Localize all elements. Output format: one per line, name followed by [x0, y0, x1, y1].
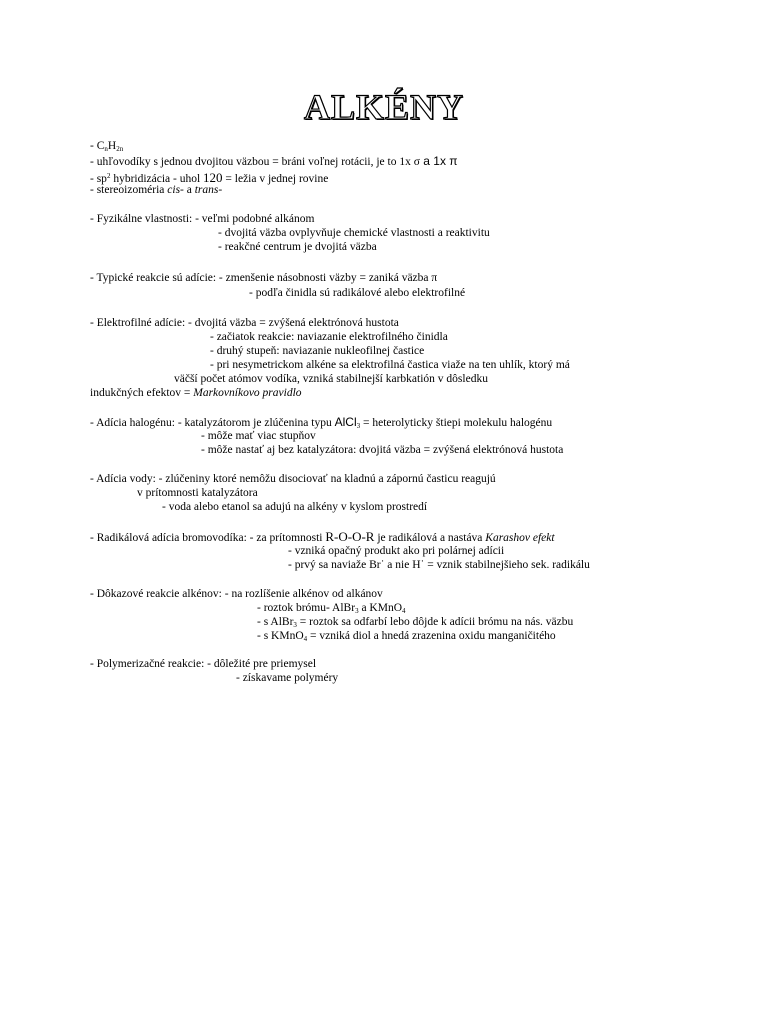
electrophilic-item: - pri nesymetrickom alkéne sa elektrofilná častica viaže na ten uhlík, ktorý má	[210, 359, 570, 371]
physical-properties-item: - reakčné centrum je dvojitá väzba	[218, 241, 377, 253]
kmno4-subscript-2: 4	[303, 635, 308, 643]
radical-item: - prvý sa naviaže Br˙ a nie H˙ = vznik stabilnejšieho sek. radikálu	[288, 559, 590, 571]
kmno4-result: = vzniká diol a hnedá zrazenina oxidu manganičitého	[307, 630, 556, 642]
bromine-solution-text: - roztok brómu- AlBr	[257, 602, 356, 614]
electrophilic-item: - začiatok reakcie: naviazanie elektrofilného činidla	[210, 331, 448, 343]
electrophilic-addition-heading: - Elektrofilné adície: - dvojitá väzba = zvýšená elektrónová hustota	[90, 317, 399, 329]
planarity-text: = ležia v jednej rovine	[222, 173, 329, 185]
albr3-label: - s AlBr	[257, 616, 294, 628]
halogen-text-end: = heterolyticky štiepi molekulu halogénu	[360, 417, 553, 429]
polymerization-heading: - Polymerizačné reakcie: - dôležité pre priemysel	[90, 658, 317, 670]
water-item-continued: v prítomnosti katalyzátora	[137, 487, 258, 499]
formula-h: H	[107, 140, 117, 152]
catalyst-subscript: 3	[356, 422, 361, 430]
and-text: a	[183, 184, 195, 196]
hybridization-text: hybridizácia - uhol	[110, 173, 204, 185]
physical-properties-heading: - Fyzikálne vlastnosti: - veľmi podobné alkánom	[90, 213, 315, 225]
albr3-subscript: 3	[355, 607, 359, 615]
radical-text: - Radikálová adícia bromovodíka: - za prítomnosti	[90, 532, 326, 544]
trans-label: trans-	[194, 184, 223, 196]
formula-n-subscript: n	[104, 145, 108, 153]
polymerization-item: - získavame polyméry	[236, 672, 339, 684]
markovnikov-line	[90, 386, 302, 400]
stereo-text: - stereoizoméria	[90, 184, 168, 196]
kmno4-text: a KMnO	[358, 602, 403, 614]
inductive-effects-text: indukčných efektov =	[90, 387, 194, 399]
stereoisomerism-line	[90, 183, 222, 197]
water-item: - voda alebo etanol sa adujú na alkény v kyslom prostredí	[162, 501, 428, 513]
formula-2n-subscript: 2n	[116, 145, 124, 153]
markovnikov-rule: Markovníkovo pravidlo	[193, 387, 302, 399]
pi-bond-text: a 1x π	[419, 154, 458, 168]
karashov-effect: Karashov efekt	[485, 532, 555, 544]
cis-label: cis-	[167, 184, 184, 196]
halogen-item: - môže mať viac stupňov	[201, 430, 316, 442]
physical-properties-item: - dvojitá väzba ovplyvňuje chemické vlastnosti a reaktivitu	[218, 227, 490, 239]
kmno4-subscript: 4	[402, 607, 406, 615]
halogen-item: - môže nastať aj bez katalyzátora: dvojitá väzba = zvýšená elektrónová hustota	[201, 444, 564, 456]
albr3-result: = roztok sa odfarbí lebo dôjde k adícii brómu na nás. väzbu	[296, 616, 574, 628]
proof-reactions-heading: - Dôkazové reakcie alkénov: - na rozlíšenie alkénov od alkánov	[90, 588, 383, 600]
proof-item	[257, 629, 556, 646]
bond-angle: 120	[203, 170, 223, 185]
double-bond-text: - uhľovodíky s jednou dvojitou väzbou = bráni voľnej rotácii, je to 1x σ	[90, 156, 420, 168]
electrophilic-item: - druhý stupeň: naviazanie nukleofilnej častice	[210, 345, 425, 357]
kmno4-label: - s KMnO	[257, 630, 304, 642]
typical-reactions-heading: - Typické reakcie sú adície: - zmenšenie násobnosti väzby = zaniká väzba π	[90, 272, 438, 284]
electrophilic-item-continued: väčší počet atómov vodíka, vzniká stabilnejší karbkatión v dôsledku	[174, 373, 488, 385]
radical-text-mid: je radikálová a nastáva	[374, 532, 486, 544]
halogen-text: - Adícia halogénu: - katalyzátorom je zlúčenina typu	[90, 417, 335, 429]
formula-c: - C	[90, 140, 105, 152]
typical-reactions-item: - podľa činidla sú radikálové alebo elektrofilné	[249, 287, 466, 299]
radical-item: - vzniká opačný produkt ako pri polárnej adícii	[288, 545, 505, 557]
radical-addition-heading	[90, 530, 555, 545]
page-title: ALKÉNY	[303, 87, 465, 127]
peroxide-formula: R-O-O-R	[325, 529, 375, 544]
halogen-addition-heading	[90, 415, 552, 433]
albr3-subscript-2: 3	[293, 621, 297, 629]
double-bond-line	[90, 154, 458, 169]
hybridization-superscript: 2	[106, 172, 111, 180]
water-addition-heading: - Adícia vody: - zlúčeniny ktoré nemôžu disociovať na kladnú a zápornú časticu reagujú	[90, 473, 496, 485]
catalyst-formula: AlCl	[334, 415, 357, 429]
hybridization-sp: - sp	[90, 173, 107, 185]
